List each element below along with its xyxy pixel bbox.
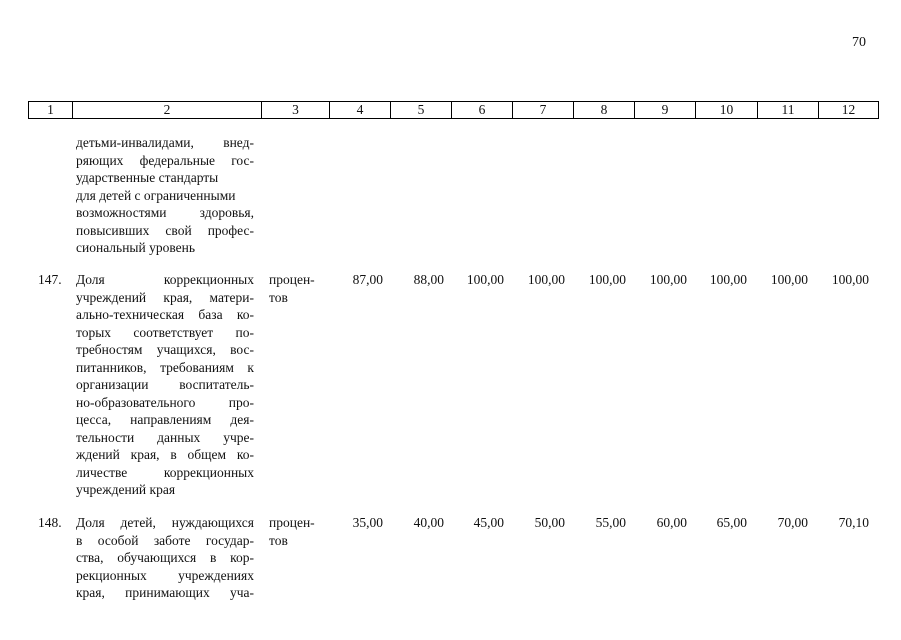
description-line: ально-техническая база ко-	[76, 307, 254, 322]
value-cell: 55,00	[595, 515, 626, 530]
value-cell: 50,00	[534, 515, 565, 530]
value-cell: 88,00	[413, 272, 444, 287]
description-line: питанников, требованиям к	[76, 359, 254, 375]
value-cell: 65,00	[716, 515, 747, 530]
value-cell: 40,00	[413, 515, 444, 530]
value-cell: 35,00	[352, 515, 383, 530]
value-cell: 100,00	[831, 272, 869, 287]
column-header-4: 4	[330, 102, 391, 119]
column-header-table	[28, 101, 879, 119]
description-line: цесса, направлениям дея-	[76, 412, 254, 427]
column-header-row	[29, 102, 879, 119]
page-number: 70	[852, 35, 866, 50]
column-header-8: 8	[574, 102, 635, 119]
value-cell: 87,00	[352, 272, 383, 287]
description-line: Доля коррекционных	[76, 272, 254, 287]
description-line: ударственные стандарты	[76, 170, 219, 185]
description-line: торых соответствует по-	[76, 324, 254, 340]
column-header-5: 5	[391, 102, 452, 119]
description-line: детьми-инвалидами, внед-	[76, 135, 254, 150]
description-line: Доля детей, нуждающихся	[76, 515, 254, 530]
column-header-6: 6	[452, 102, 513, 119]
column-header-7: 7	[513, 102, 574, 119]
description-line: в особой заботе государ-	[76, 532, 254, 548]
description-line: ства, обучающихся в кор-	[76, 550, 254, 565]
unit-line: процен-	[269, 272, 315, 287]
description-line: учреждений края	[76, 482, 176, 497]
value-cell: 100,00	[588, 272, 626, 287]
row-description	[76, 271, 254, 499]
description-line: но-образовательного про-	[76, 394, 254, 410]
value-cell: 70,10	[838, 515, 869, 530]
row-unit	[269, 271, 315, 306]
value-cell: 100,00	[527, 272, 565, 287]
column-header-1: 1	[29, 102, 73, 119]
description-line: учреждений края, матери-	[76, 289, 254, 305]
value-cell: 100,00	[709, 272, 747, 287]
description-line: сиональный уровень	[76, 240, 196, 255]
description-line: рекционных учреждениях	[76, 567, 254, 583]
description-line: повысивших свой профес-	[76, 222, 254, 238]
column-header-2: 2	[73, 102, 262, 119]
value-cell: 45,00	[473, 515, 504, 530]
column-header-10: 10	[696, 102, 758, 119]
column-header-9: 9	[635, 102, 696, 119]
description-line: для детей с ограниченными	[76, 187, 236, 203]
description-line: ждений края, в общем ко-	[76, 447, 254, 462]
unit-line: процен-	[269, 515, 315, 530]
continuation-description	[76, 134, 254, 257]
value-cell: 100,00	[466, 272, 504, 287]
row-description	[76, 514, 254, 602]
unit-line: тов	[269, 532, 288, 548]
description-line: организации воспитатель-	[76, 377, 254, 392]
row-number: 148.	[38, 515, 62, 530]
description-line: края, принимающих уча-	[76, 585, 254, 600]
row-unit	[269, 514, 315, 549]
value-cell: 100,00	[770, 272, 808, 287]
column-header-11: 11	[758, 102, 819, 119]
row-number: 147.	[38, 272, 62, 287]
description-line: возможностями здоровья,	[76, 205, 254, 220]
description-line: тельности данных учре-	[76, 429, 254, 445]
column-header-12: 12	[819, 102, 879, 119]
value-cell: 60,00	[656, 515, 687, 530]
description-line: требностям учащихся, вос-	[76, 342, 254, 357]
value-cell: 100,00	[649, 272, 687, 287]
value-cell: 70,00	[777, 515, 808, 530]
column-header-3: 3	[262, 102, 330, 119]
description-line: ряющих федеральные гос-	[76, 152, 254, 168]
description-line: личестве коррекционных	[76, 464, 254, 480]
unit-line: тов	[269, 289, 288, 305]
